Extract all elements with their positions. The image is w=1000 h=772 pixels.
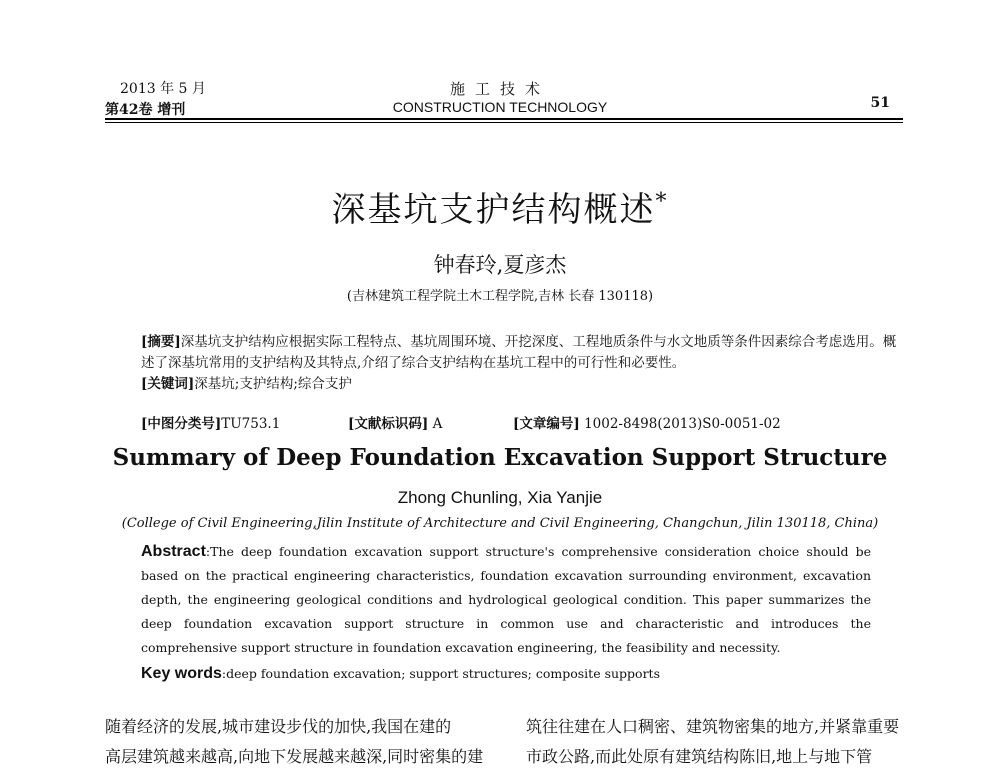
abstract-en-text: :The deep foundation excavation support structure's comprehensive consideration choice should be based on the practical engineering characteristics, foundation excavation surrounding environment, excavation depth, the engineering geological conditions and hydrological geological condition. This paper summarizes the deep foundation excavation support structure in common use and characteristic and introduces the comprehensive support structure in foundation excavation engineering, the feasibility and necessity. — [141, 544, 871, 655]
doc-code — [348, 412, 442, 432]
abstract-cn — [141, 332, 901, 395]
keywords-en-label: Key words — [141, 665, 222, 682]
body-line: 筑往往建在人口稠密、建筑物密集的地方,并紧靠重要 — [526, 717, 900, 736]
clc-code — [141, 412, 280, 432]
body-line: 随着经济的发展,城市建设步伐的加快,我国在建的 — [105, 717, 452, 736]
article-number-value: 1002-8498(2013)S0-0051-02 — [584, 416, 781, 432]
doc-code-label: [文献标识码] — [348, 416, 429, 432]
keywords-cn-text: 深基坑;支护结构;综合支护 — [194, 376, 352, 392]
authors-cn: 钟春玲,夏彦杰 — [433, 253, 567, 277]
journal-name-en: CONSTRUCTION TECHNOLOGY — [392, 99, 608, 115]
journal-name-cn: 施工技术 — [449, 80, 550, 98]
header-rule-thick — [105, 118, 903, 120]
article-number — [513, 412, 781, 432]
body-line: 市政公路,而此处原有建筑结构陈旧,地上与地下管 — [526, 747, 873, 766]
issue-date: 2013 年 5 月 — [120, 81, 206, 97]
keywords-cn-label: [关键词] — [141, 376, 195, 392]
keywords-en-text: :deep foundation excavation; support structures; composite supports — [221, 666, 660, 681]
clc-label: [中图分类号] — [141, 416, 222, 432]
volume-issue: 第42卷 增刊 — [105, 102, 186, 118]
article-title-cn — [0, 182, 1000, 231]
body-column-left — [105, 712, 495, 772]
keywords-en — [141, 665, 901, 683]
title-text: 深基坑支护结构概述 — [331, 190, 656, 230]
article-title-en: Summary of Deep Foundation Excavation Support Structure — [112, 444, 888, 471]
abstract-en-label: Abstract — [141, 543, 206, 560]
page-number: 51 — [870, 95, 890, 111]
abstract-cn-label: [摘要] — [141, 334, 181, 350]
article-number-label: [文章编号] — [513, 416, 580, 432]
clc-value: TU753.1 — [221, 416, 281, 432]
abstract-en — [141, 540, 871, 660]
body-line: 高层建筑越来越高,向地下发展越来越深,同时密集的建 — [105, 747, 484, 766]
authors-en: Zhong Chunling, Xia Yanjie — [397, 488, 603, 507]
abstract-cn-text: 深基坑支护结构应根据实际工程特点、基坑周围环境、开挖深度、工程地质条件与水文地质等条件因素综合考虑选用。概述了深基坑常用的支护结构及其特点,介绍了综合支护结构在基坑工程中的可行性和必要性。 — [141, 334, 897, 371]
affiliation-en: (College of Civil Engineering,Jilin Institute of Architecture and Civil Engineering, Changchun, Jilin 130118, China) — [121, 516, 879, 531]
body-column-right — [526, 712, 906, 772]
header-rule-thin — [105, 122, 903, 123]
title-footnote-mark: * — [655, 189, 669, 215]
affiliation-cn: (吉林建筑工程学院土木工程学院,吉林 长春 130118) — [346, 289, 654, 304]
doc-code-value: A — [432, 416, 443, 432]
